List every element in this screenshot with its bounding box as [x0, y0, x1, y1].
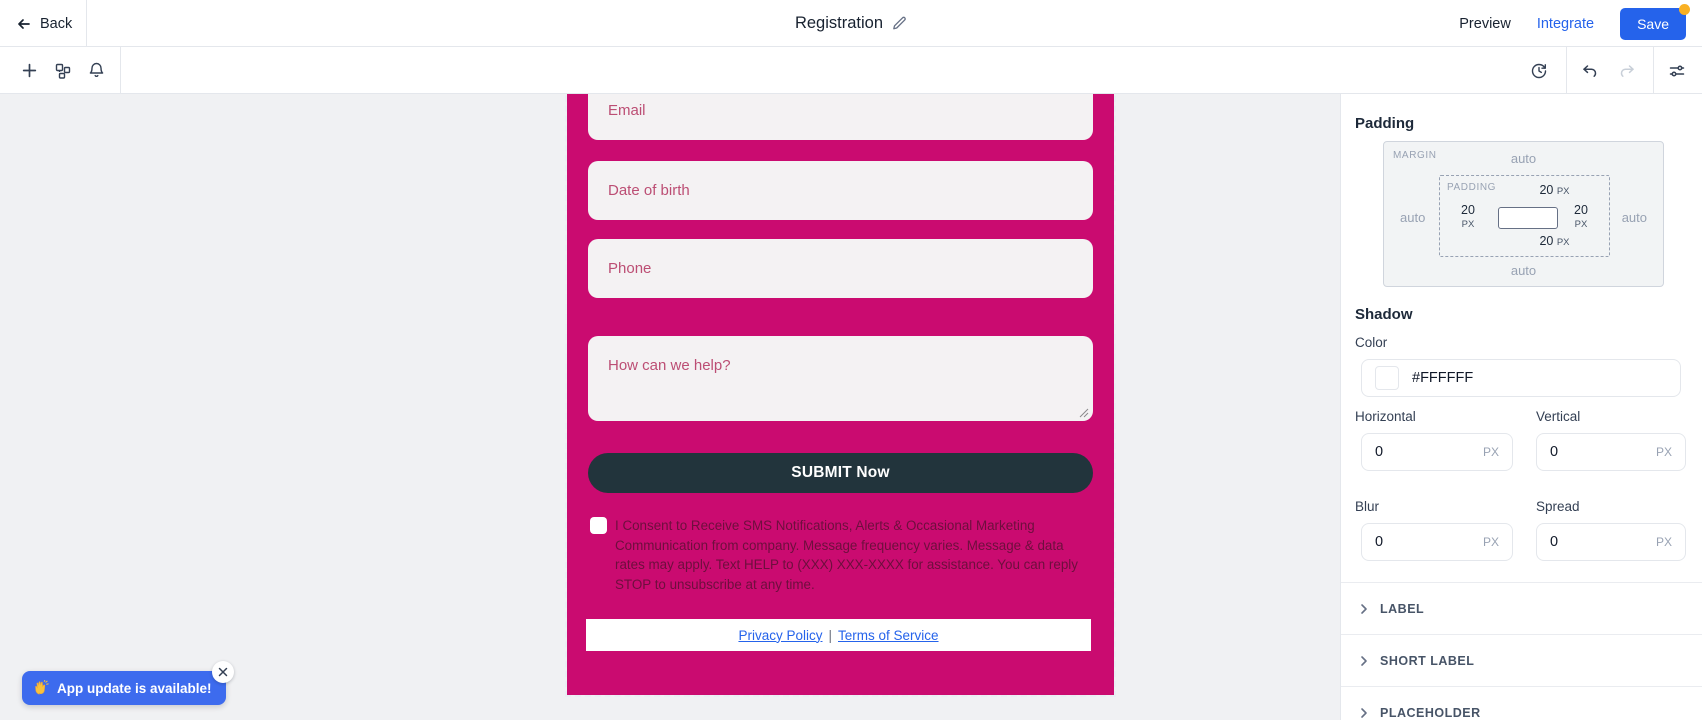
- header-bar: [0, 0, 1702, 47]
- privacy-policy-link[interactable]: Privacy Policy: [738, 627, 823, 643]
- page-title: Registration: [794, 14, 884, 32]
- form-footer-bar: [586, 619, 1091, 651]
- save-notification-dot: [1679, 4, 1690, 15]
- toolbar-divider: [120, 47, 121, 94]
- style-settings-panel: [1340, 94, 1702, 720]
- padding-bottom-unit: PX: [1556, 237, 1570, 248]
- margin-left-value[interactable]: auto: [1400, 210, 1426, 225]
- submit-button[interactable]: SUBMIT Now: [588, 453, 1093, 493]
- padding-left-value[interactable]: [1454, 204, 1482, 231]
- app-update-toast: [22, 671, 226, 705]
- label-section-title: LABEL: [1380, 602, 1425, 616]
- padding-top-number: 20: [1539, 183, 1554, 197]
- placeholder-section-toggle[interactable]: [1341, 687, 1702, 720]
- message-textarea[interactable]: [588, 336, 1093, 421]
- notifications-button[interactable]: [81, 47, 111, 94]
- form-settings-button[interactable]: [1662, 47, 1692, 94]
- chevron-right-icon: [1358, 707, 1370, 719]
- shadow-color-input[interactable]: [1361, 359, 1681, 397]
- vertical-unit: PX: [1655, 445, 1672, 459]
- padding-inner-box: [1439, 175, 1610, 257]
- sliders-icon: [1668, 62, 1686, 80]
- back-button[interactable]: [16, 0, 72, 47]
- padding-tag: PADDING: [1447, 182, 1497, 193]
- back-arrow-icon: [16, 16, 32, 32]
- spread-input[interactable]: [1536, 523, 1686, 561]
- blur-input[interactable]: [1361, 523, 1513, 561]
- undo-button[interactable]: [1575, 47, 1605, 94]
- chevron-right-icon: [1358, 603, 1370, 615]
- color-swatch[interactable]: [1375, 366, 1399, 390]
- phone-placeholder: Phone: [608, 260, 652, 277]
- margin-tag: MARGIN: [1393, 150, 1437, 161]
- padding-top-unit: PX: [1556, 186, 1570, 197]
- undo-icon: [1581, 62, 1599, 80]
- phone-field[interactable]: [588, 239, 1093, 298]
- redo-icon: [1618, 62, 1636, 80]
- box-model-editor: [1383, 141, 1664, 287]
- builder-canvas[interactable]: [0, 94, 1340, 720]
- bell-icon: [88, 62, 105, 79]
- save-label: Save: [1637, 15, 1669, 32]
- padding-right-number: 20: [1574, 203, 1588, 217]
- version-history-button[interactable]: [1524, 47, 1554, 94]
- short-label-section-title: SHORT LABEL: [1380, 654, 1475, 668]
- toolbar-divider: [1653, 47, 1654, 94]
- consent-checkbox[interactable]: [590, 517, 607, 534]
- vertical-value: 0: [1550, 444, 1559, 460]
- margin-right-value[interactable]: auto: [1621, 210, 1647, 225]
- padding-top-value[interactable]: [1500, 184, 1609, 198]
- toast-message: App update is available!: [57, 680, 212, 696]
- label-section-toggle[interactable]: [1341, 583, 1702, 635]
- clapping-hands-icon: [33, 680, 49, 696]
- date-of-birth-field[interactable]: [588, 161, 1093, 220]
- color-value: #FFFFFF: [1412, 370, 1474, 386]
- toast-close-button[interactable]: [212, 661, 234, 683]
- padding-section-title: Padding: [1355, 115, 1415, 132]
- plus-icon: [21, 62, 38, 79]
- horizontal-label: Horizontal: [1355, 409, 1416, 424]
- textarea-resize-handle[interactable]: [1079, 408, 1089, 418]
- dob-placeholder: Date of birth: [608, 182, 690, 199]
- footer-separator: |: [828, 627, 832, 643]
- margin-top-value[interactable]: auto: [1510, 151, 1537, 166]
- back-label: Back: [40, 15, 73, 32]
- terms-of-service-link[interactable]: Terms of Service: [838, 627, 939, 643]
- preview-button[interactable]: Preview: [1459, 15, 1511, 32]
- spread-label: Spread: [1536, 499, 1580, 514]
- spread-value: 0: [1550, 534, 1559, 550]
- blur-value: 0: [1375, 534, 1384, 550]
- save-button[interactable]: [1620, 8, 1686, 40]
- horizontal-value: 0: [1375, 444, 1384, 460]
- vertical-label: Vertical: [1536, 409, 1581, 424]
- add-element-button[interactable]: [14, 47, 44, 94]
- widgets-icon: [54, 62, 72, 80]
- redo-button[interactable]: [1612, 47, 1642, 94]
- short-label-section-toggle[interactable]: [1341, 635, 1702, 687]
- padding-left-unit: PX: [1461, 219, 1475, 230]
- horizontal-input[interactable]: [1361, 433, 1513, 471]
- margin-bottom-value[interactable]: auto: [1510, 263, 1537, 278]
- widgets-button[interactable]: [48, 47, 78, 94]
- placeholder-section-title: PLACEHOLDER: [1380, 706, 1481, 720]
- chevron-right-icon: [1358, 655, 1370, 667]
- spread-unit: PX: [1655, 535, 1672, 549]
- vertical-input[interactable]: [1536, 433, 1686, 471]
- padding-bottom-value[interactable]: [1500, 235, 1609, 249]
- padding-right-unit: PX: [1574, 219, 1588, 230]
- registration-form-widget[interactable]: [567, 94, 1114, 695]
- clock-history-icon: [1530, 62, 1548, 80]
- edit-title-pencil-icon[interactable]: [892, 16, 907, 31]
- builder-toolbar: [0, 47, 1702, 94]
- padding-left-number: 20: [1461, 203, 1475, 217]
- padding-right-value[interactable]: [1567, 204, 1595, 231]
- horizontal-unit: PX: [1482, 445, 1499, 459]
- message-placeholder: How can we help?: [608, 357, 731, 374]
- integrate-button[interactable]: Integrate: [1536, 15, 1595, 32]
- email-field[interactable]: [588, 94, 1093, 140]
- blur-unit: PX: [1482, 535, 1499, 549]
- shadow-color-label: Color: [1355, 335, 1388, 350]
- shadow-section-title: Shadow: [1355, 306, 1413, 323]
- sms-consent-row: [590, 516, 1090, 594]
- box-model-element-rect[interactable]: [1498, 207, 1558, 229]
- header-divider: [86, 0, 87, 47]
- toolbar-divider: [1566, 47, 1567, 94]
- blur-label: Blur: [1355, 499, 1380, 514]
- email-placeholder: Email: [608, 101, 646, 119]
- consent-text: I Consent to Receive SMS Notifications, Alerts & Occasional Marketing Communication from company. Message frequency varies. Message & data rates may apply. Text HELP to (XXX) XXX-XXXX for assistance. You can reply STOP to unsubscribe at any time.: [615, 518, 1078, 592]
- padding-bottom-number: 20: [1539, 234, 1554, 248]
